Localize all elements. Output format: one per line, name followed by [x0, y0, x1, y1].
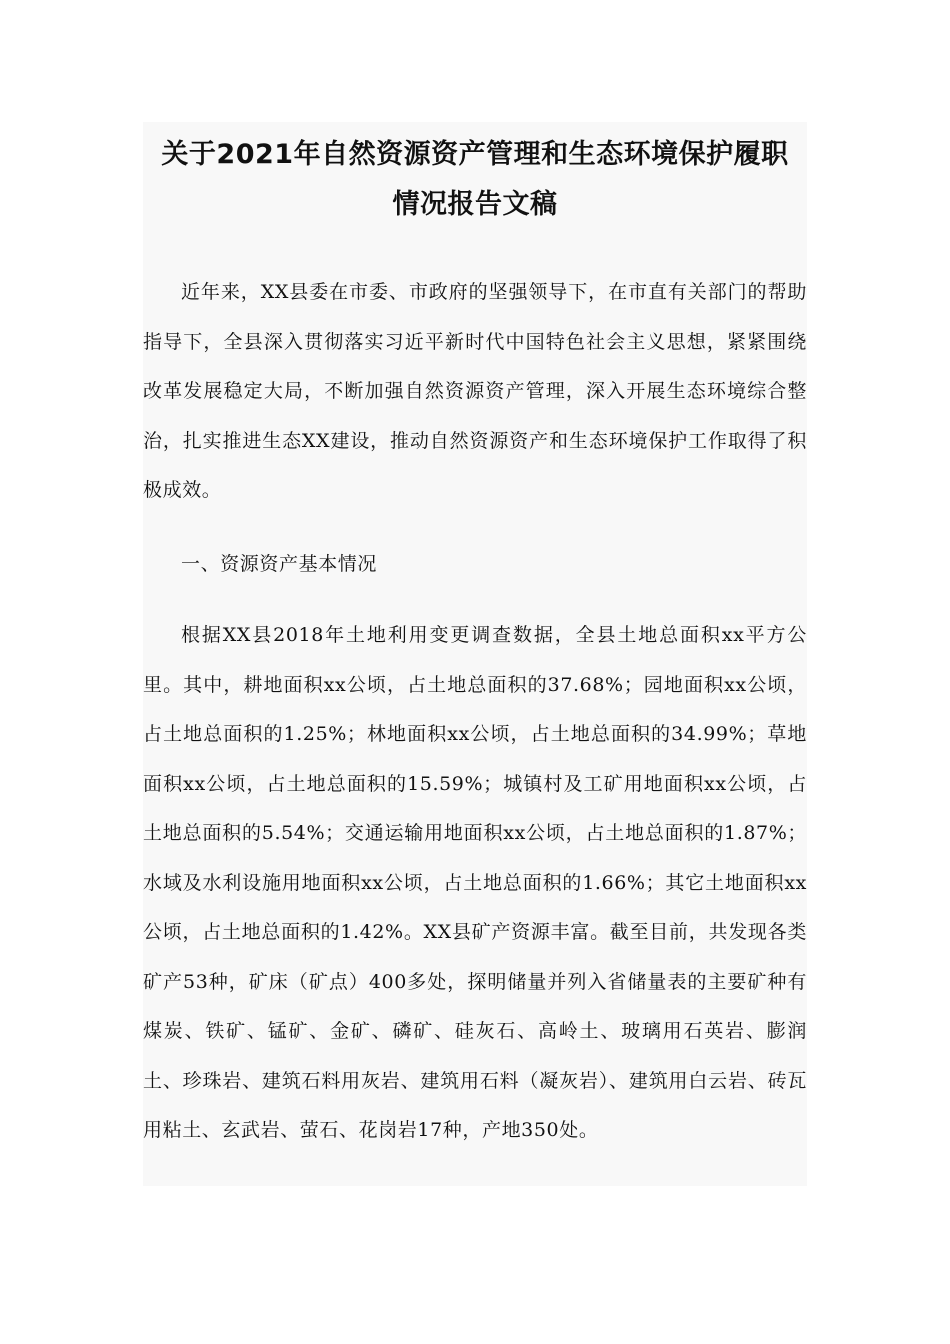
- document-title: [143, 122, 807, 230]
- document-page: [143, 122, 807, 1186]
- section-heading: 一、资源资产基本情况: [181, 552, 378, 575]
- section-paragraph: 根据XX县2018年土地利用变更调查数据，全县土地总面积xx平方公里。其中，耕地面积xx公顷，占土地总面积的37.68%；园地面积xx公顷，占土地总面积的1.25%；林地面积xx公顷，占土地总面积的34.99%；草地面积xx公顷，占土地总面积的15.59%；城镇村及工矿用地面积xx公顷，占土地总面积的5.54%；交通运输用地面积xx公顷，占土地总面积的1.87%；水域及水利设施用地面积xx公顷，占土地总面积的1.66%；其它土地面积xx公顷，占土地总面积的1.42%。XX县矿产资源丰富。截至目前，共发现各类矿产53种，矿床（矿点）400多处，探明储量并列入省储量表的主要矿种有煤炭、铁矿、锰矿、金矿、磷矿、硅灰石、高岭土、玻璃用石英岩、膨润土、珍珠岩、建筑石料用灰岩、建筑用石料（凝灰岩）、建筑用白云岩、砖瓦用粘土、玄武岩、萤石、花岗岩17种，产地350处。: [143, 624, 807, 1141]
- intro-paragraph: 近年来，XX县委在市委、市政府的坚强领导下，在市直有关部门的帮助指导下，全县深入贯彻落实习近平新时代中国特色社会主义思想，紧紧围绕改革发展稳定大局，不断加强自然资源资产管理，深入开展生态环境综合整治，扎实推进生态XX建设，推动自然资源资产和生态环境保护工作取得了积极成效。: [143, 281, 807, 501]
- title-line-1: 关于2021年自然资源资产管理和生态环境保护履职: [161, 139, 789, 170]
- title-line-2: 情况报告文稿: [392, 189, 558, 220]
